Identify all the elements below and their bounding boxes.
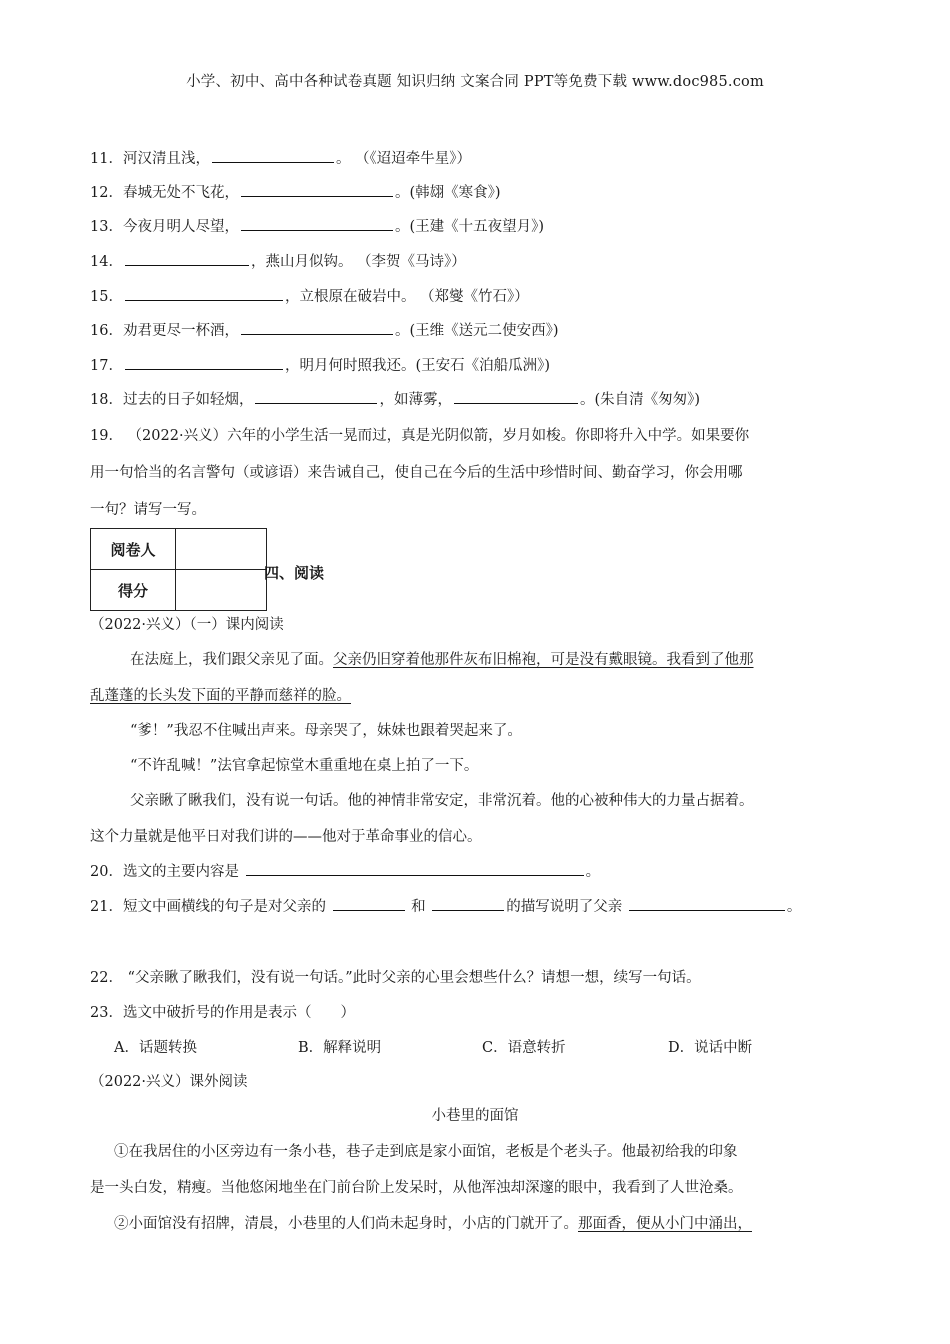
question-number: 13． (90, 219, 123, 235)
question-text: 。(王维《送元二使安西》) (394, 323, 559, 339)
answer-blank[interactable] (629, 896, 785, 911)
underlined-sentence: 乱蓬蓬的长头发下面的平静而慈祥的脸。 (90, 688, 351, 704)
reading-2-para-1-line-1: ①在我居住的小区旁边有一条小巷，巷子走到底是家小面馆，老板是个老头子。他最初给我的印象 (114, 1144, 738, 1160)
question-number: 17． (90, 358, 123, 374)
question-11 (90, 147, 471, 168)
reading-1-para-4-line-2: 这个力量就是他平日对我们讲的——他对于革命事业的信心。 (90, 829, 482, 845)
reading-1-para-1-line-1 (130, 648, 754, 669)
question-text: 过去的日子如轻烟， (122, 392, 254, 408)
question-20 (90, 860, 600, 881)
page-header: 小学、初中、高中各种试卷真题 知识归纳 文案合同 PPT等免费下载 www.doc985.com (186, 74, 764, 90)
answer-blank[interactable] (255, 389, 377, 404)
section-title: 四、阅读 (264, 564, 325, 582)
answer-blank[interactable] (241, 182, 393, 197)
reviewer-label: 阅卷人 (91, 529, 176, 570)
reading-2-para-2-line-1 (114, 1212, 752, 1233)
score-table (90, 528, 267, 611)
question-number: 12． (90, 185, 123, 201)
question-text: 春城无处不飞花， (122, 185, 239, 201)
question-text: 的描写说明了父亲 (506, 899, 627, 915)
score-label: 得分 (91, 570, 176, 611)
question-text: 。 (786, 899, 802, 915)
reading-1-para-3: “不许乱喊！”法官拿起惊堂木重重地在桌上拍了一下。 (130, 758, 479, 774)
question-22: 22． “父亲瞅了瞅我们，没有说一句话。”此时父亲的心里会想些什么？请想一想，续写一句话。 (90, 970, 701, 986)
answer-blank[interactable] (454, 389, 578, 404)
option-c[interactable]: C．语意转折 (482, 1040, 566, 1056)
question-21 (90, 895, 801, 916)
question-19-line-1: 19． （2022·兴义）六年的小学生活一晃而过，真是光阴似箭，岁月如梭。你即将升入中学。如果要你 (90, 428, 750, 444)
answer-blank[interactable] (125, 355, 283, 370)
question-number: 18． (90, 392, 123, 408)
question-17 (90, 354, 550, 375)
question-text: 。 (585, 864, 601, 880)
question-text: 。(韩翃《寒食》) (394, 185, 501, 201)
answer-blank[interactable] (125, 286, 283, 301)
answer-blank[interactable] (212, 148, 334, 163)
reading-1-para-4-line-1: 父亲瞅了瞅我们，没有说一句话。他的神情非常安定，非常沉着。他的心被种伟大的力量占据着。 (130, 793, 754, 809)
question-text: 21．短文中画横线的句子是对父亲的 (90, 899, 331, 915)
question-text: ，如薄雾， (379, 392, 452, 408)
option-b[interactable]: B．解释说明 (298, 1040, 382, 1056)
answer-blank[interactable] (241, 320, 393, 335)
question-15 (90, 285, 529, 306)
score-cell[interactable] (176, 570, 267, 611)
question-text: 。(王建《十五夜望月》) (394, 219, 545, 235)
question-text: 劝君更尽一杯酒， (122, 323, 239, 339)
option-d[interactable]: D．说话中断 (668, 1040, 753, 1056)
answer-blank[interactable] (333, 896, 405, 911)
question-text: ，燕山月似钩。 （李贺《马诗》） (250, 254, 466, 270)
question-14 (90, 250, 466, 271)
question-text: 和 (406, 899, 431, 915)
question-16 (90, 319, 559, 340)
answer-blank[interactable] (125, 251, 249, 266)
question-text: 。(朱自清《匆匆》) (579, 392, 701, 408)
reading-1-source: （2022·兴义）（一）课内阅读 (90, 617, 284, 633)
question-text: 河汉清且浅， (122, 151, 210, 167)
reading-text: 在法庭上，我们跟父亲见了面。 (130, 652, 333, 668)
answer-blank[interactable] (432, 896, 504, 911)
question-number: 15． (90, 289, 123, 305)
reading-2-source: （2022·兴义）课外阅读 (90, 1074, 248, 1090)
reading-1-para-1-line-2 (90, 684, 351, 705)
reading-1-para-2: “爹！”我忍不住喊出声来。母亲哭了，妹妹也跟着哭起来了。 (130, 723, 522, 739)
question-number: 14． (90, 254, 123, 270)
answer-blank[interactable] (241, 216, 393, 231)
question-13 (90, 215, 544, 236)
reading-2-para-1-line-2: 是一头白发，精瘦。当他悠闲地坐在门前台阶上发呆时，从他浑浊却深邃的眼中，我看到了人世沧桑。 (90, 1180, 743, 1196)
option-a[interactable]: A．话题转换 (114, 1040, 197, 1056)
question-text: ，明月何时照我还。(王安石《泊船瓜洲》) (284, 358, 551, 374)
answer-blank[interactable] (246, 861, 584, 876)
question-19-line-3: 一句？请写一写。 (90, 502, 206, 518)
question-text: ，立根原在破岩中。 （郑燮《竹石》） (284, 289, 529, 305)
underlined-sentence: 父亲仍旧穿着他那件灰布旧棉袍，可是没有戴眼镜。我看到了他那 (333, 652, 754, 668)
question-18 (90, 388, 700, 409)
question-19-line-2: 用一句恰当的名言警句（或谚语）来告诫自己，使自己在今后的生活中珍惜时间、勤奋学习，你会用哪 (90, 465, 743, 481)
question-text: 。 （《迢迢牵牛星》） (335, 151, 472, 167)
reviewer-cell[interactable] (176, 529, 267, 570)
question-12 (90, 181, 501, 202)
question-number: 11． (90, 151, 123, 167)
reading-text: ②小面馆没有招牌，清晨，小巷里的人们尚未起身时，小店的门就开了。 (114, 1216, 578, 1232)
reading-2-title: 小巷里的面馆 (431, 1108, 519, 1124)
question-23-stem: 23．选文中破折号的作用是表示（ ） (90, 1005, 355, 1021)
question-text: 今夜月明人尽望， (122, 219, 239, 235)
underlined-sentence: 那面香，便从小门中涌出， (578, 1216, 752, 1232)
question-text: 20．选文的主要内容是 (90, 864, 244, 880)
question-number: 16． (90, 323, 123, 339)
